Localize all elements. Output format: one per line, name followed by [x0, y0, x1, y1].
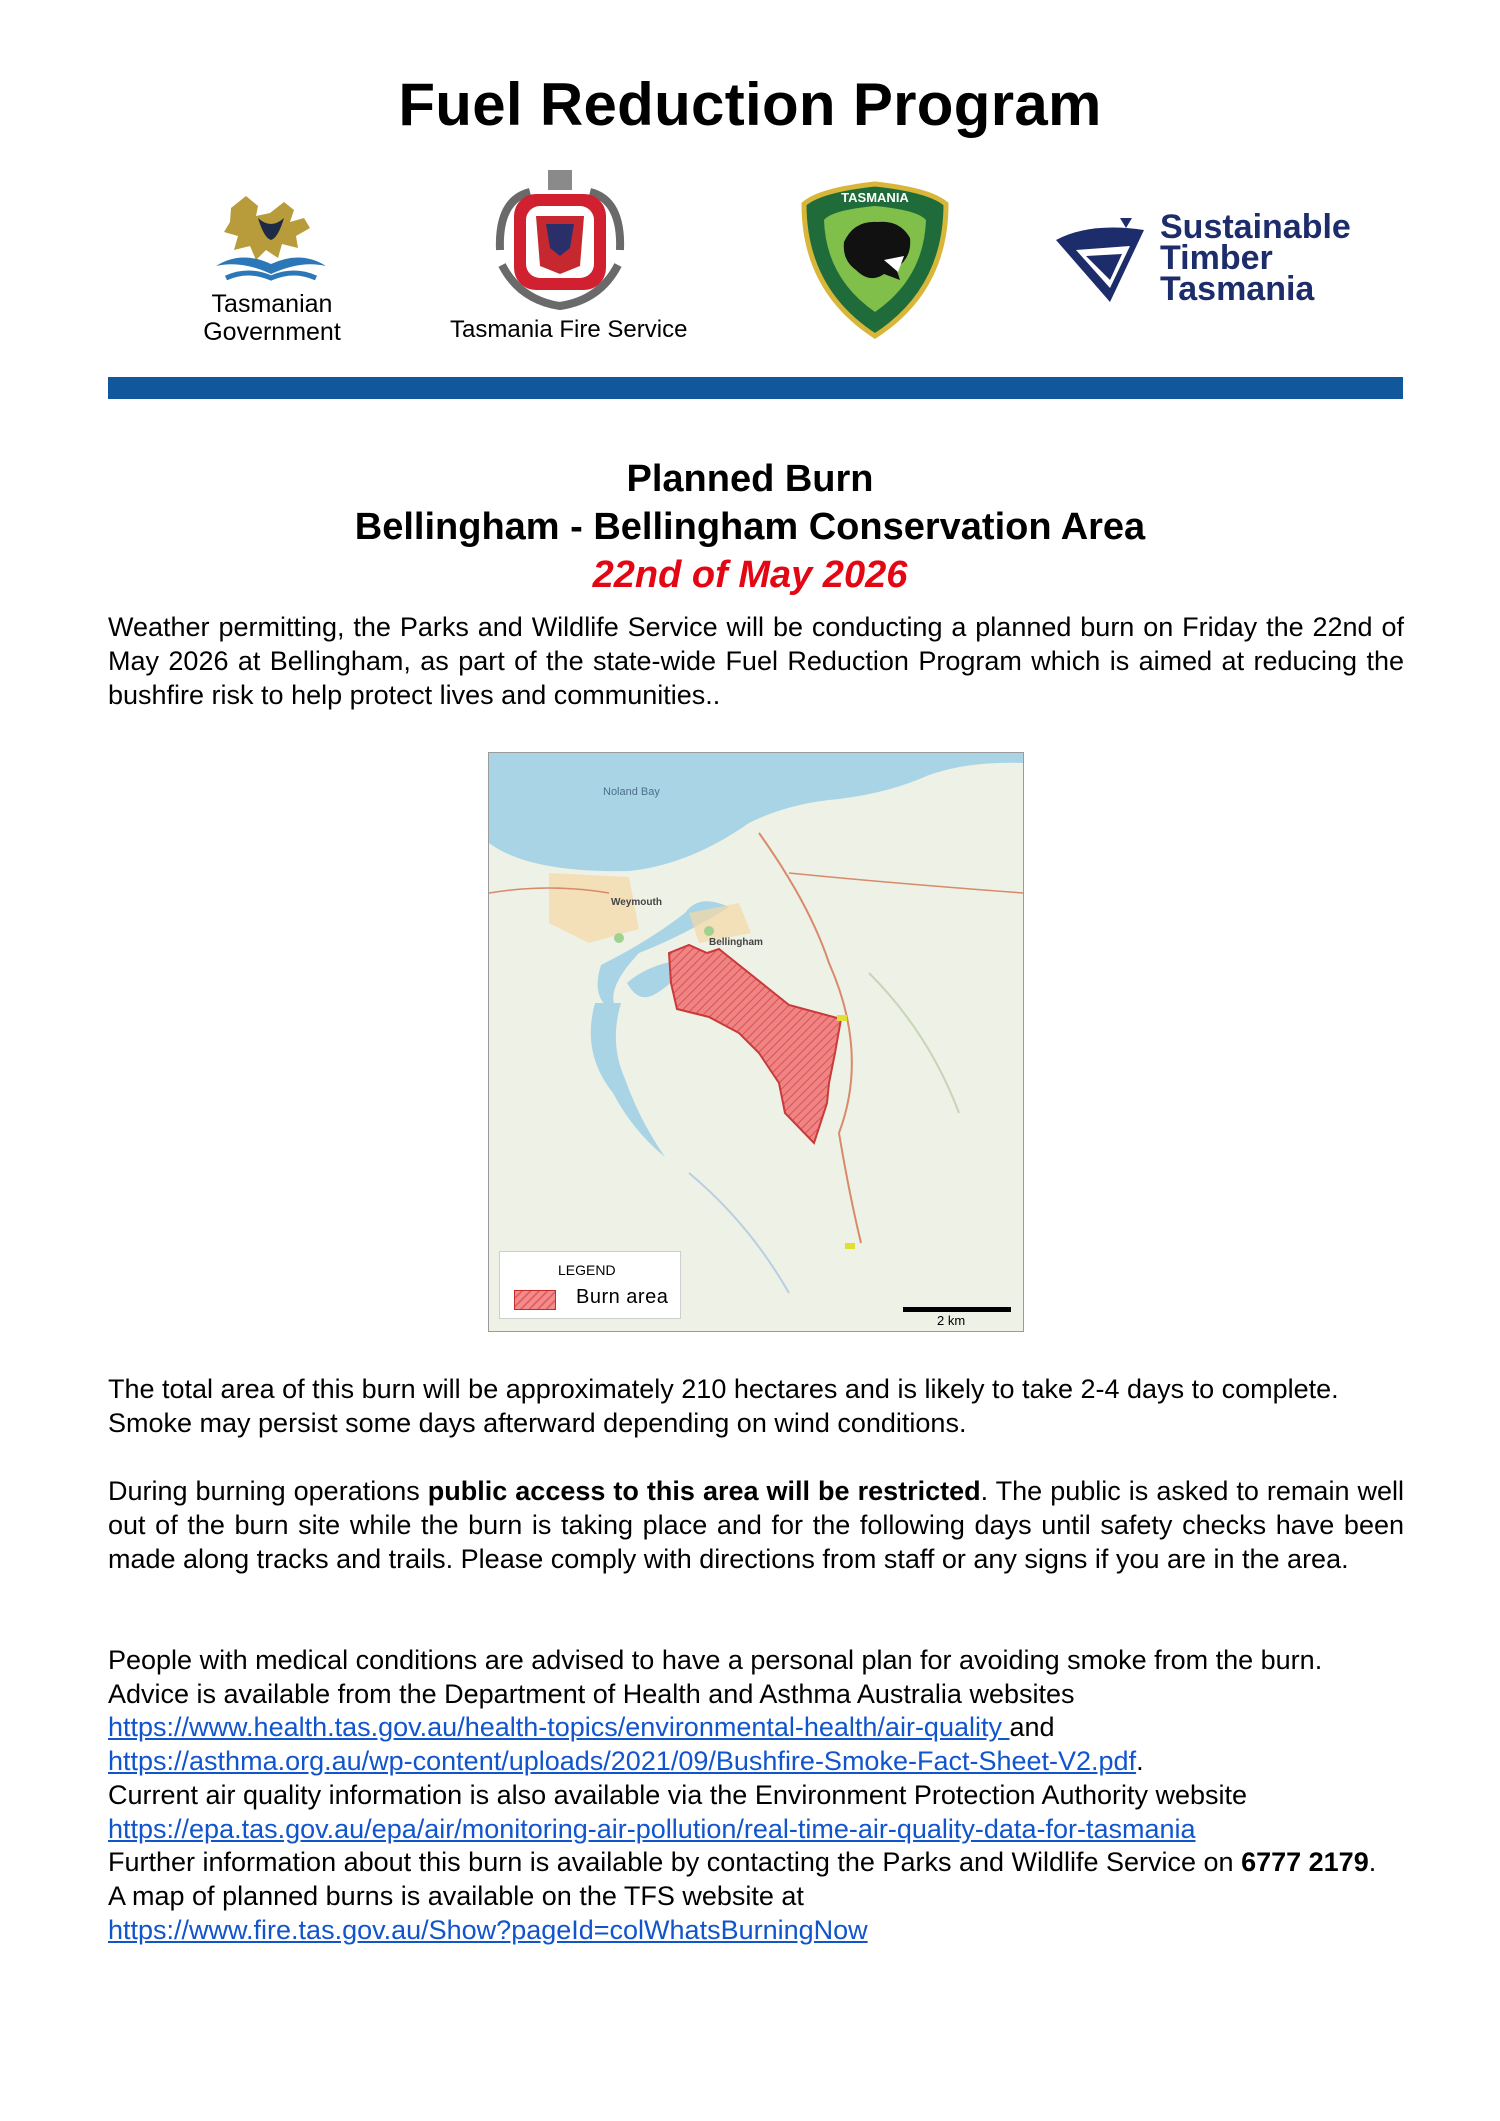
- period-text: .: [1136, 1746, 1144, 1777]
- tfs-caption: Tasmania Fire Service: [450, 316, 688, 343]
- burn-location: Bellingham - Bellingham Conservation Area: [354, 506, 1146, 548]
- stt-wordmark: [1160, 208, 1351, 308]
- contact-text: Further information about this burn is available by contacting the Parks and Wildlife Service on: [108, 1847, 1242, 1878]
- caption-line-1: Tasmanian: [211, 290, 333, 318]
- phone-period: .: [1368, 1847, 1377, 1878]
- and-text: and: [1009, 1712, 1055, 1743]
- area-paragraph: The total area of this burn will be approximately 210 hectares and is likely to take 2-4 days to complete. Smoke may persist some days afterward depending on wind conditions.: [108, 1374, 1339, 1438]
- asthma-link-line: [108, 1745, 1404, 1779]
- map-label-weymouth: Weymouth: [611, 897, 662, 908]
- sustainable-timber-tasmania-logo: [1050, 210, 1380, 320]
- tasmanian-tiger-icon: [186, 188, 356, 288]
- tfs-link-line: [108, 1914, 1404, 1948]
- contact-line: [108, 1846, 1404, 1880]
- stt-line-1: Sustainable: [1160, 208, 1351, 246]
- medical-text: People with medical conditions are advised to have a personal plan for avoiding smoke from the burn. Advice is available from the Department of Health and Asthma Australia websites: [108, 1645, 1323, 1709]
- tfs-map-text: A map of planned burns is available on the TFS website at: [108, 1880, 804, 1911]
- phone-number: 6777 2179: [1241, 1847, 1369, 1878]
- header-rule: [108, 377, 1403, 399]
- legend-burn-swatch: [514, 1290, 556, 1310]
- medical-section: [108, 1644, 1404, 1947]
- access-paragraph: [108, 1474, 1404, 1576]
- stt-line-2: Timber: [1160, 239, 1273, 277]
- access-text-before: During burning operations: [108, 1476, 428, 1506]
- scale-bar: [903, 1307, 1011, 1312]
- epa-text: Current air quality information is also available via the Environment Protection Authority website: [108, 1779, 1248, 1810]
- health-link[interactable]: https://www.health.tas.gov.au/health-topics/environmental-health/air-quality: [108, 1712, 1010, 1743]
- map-label-bay: Noland Bay: [603, 786, 660, 798]
- scale-label: 2 km: [937, 1313, 966, 1328]
- legend-title: LEGEND: [558, 1262, 616, 1278]
- partner-logos: [0, 170, 1500, 350]
- epa-link[interactable]: https://epa.tas.gov.au/epa/air/monitoring-air-pollution/real-time-air-quality-data-for-tasmania: [108, 1813, 1196, 1844]
- tasmanian-devil-icon: [800, 180, 950, 340]
- tasmanian-government-logo: [186, 188, 356, 348]
- page-title: Fuel Reduction Program: [398, 71, 1102, 138]
- stt-line-3: Tasmania: [1160, 270, 1315, 308]
- asthma-link[interactable]: https://asthma.org.au/wp-content/uploads/2021/09/Bushfire-Smoke-Fact-Sheet-V2.pdf: [108, 1746, 1137, 1777]
- tfs-crest-icon: [440, 170, 680, 310]
- access-bold: public access to this area will be restricted: [427, 1476, 981, 1506]
- tasmanian-government-caption: [192, 290, 352, 346]
- map-legend: [499, 1251, 681, 1319]
- caption-line-2: Government: [203, 318, 341, 346]
- pws-ring-text: TASMANIA: [841, 190, 909, 205]
- tfs-link[interactable]: https://www.fire.tas.gov.au/Show?pageId=colWhatsBurningNow: [108, 1914, 868, 1945]
- tasmania-fire-service-logo: [440, 170, 688, 345]
- burn-heading: Planned Burn: [626, 458, 874, 500]
- epa-link-line: [108, 1813, 1404, 1847]
- legend-burn-label: Burn area: [576, 1286, 669, 1308]
- burn-heading-block: [0, 455, 1500, 599]
- burn-map: [488, 752, 1024, 1332]
- stt-chevron-icon: [1050, 210, 1150, 320]
- map-canvas: [489, 753, 1023, 1331]
- access-text-after: . The public is asked to remain well out of the burn site while the burn is taking place and for the following days until safety checks have been made along tracks and trails. Please comply with directions from staff or any signs if you are in the area.: [108, 1476, 1404, 1574]
- burn-date: 22nd of May 2026: [592, 554, 908, 596]
- map-label-bellingham: Bellingham: [709, 937, 763, 948]
- parks-wildlife-logo: [800, 180, 950, 340]
- intro-paragraph: Weather permitting, the Parks and Wildlife Service will be conducting a planned burn on Friday the 22nd of May 2026 at Bellingham, as part of the state-wide Fuel Reduction Program which is aimed at reducing the bushfire risk to help protect lives and communities..: [108, 612, 1404, 710]
- health-link-line: [108, 1711, 1404, 1745]
